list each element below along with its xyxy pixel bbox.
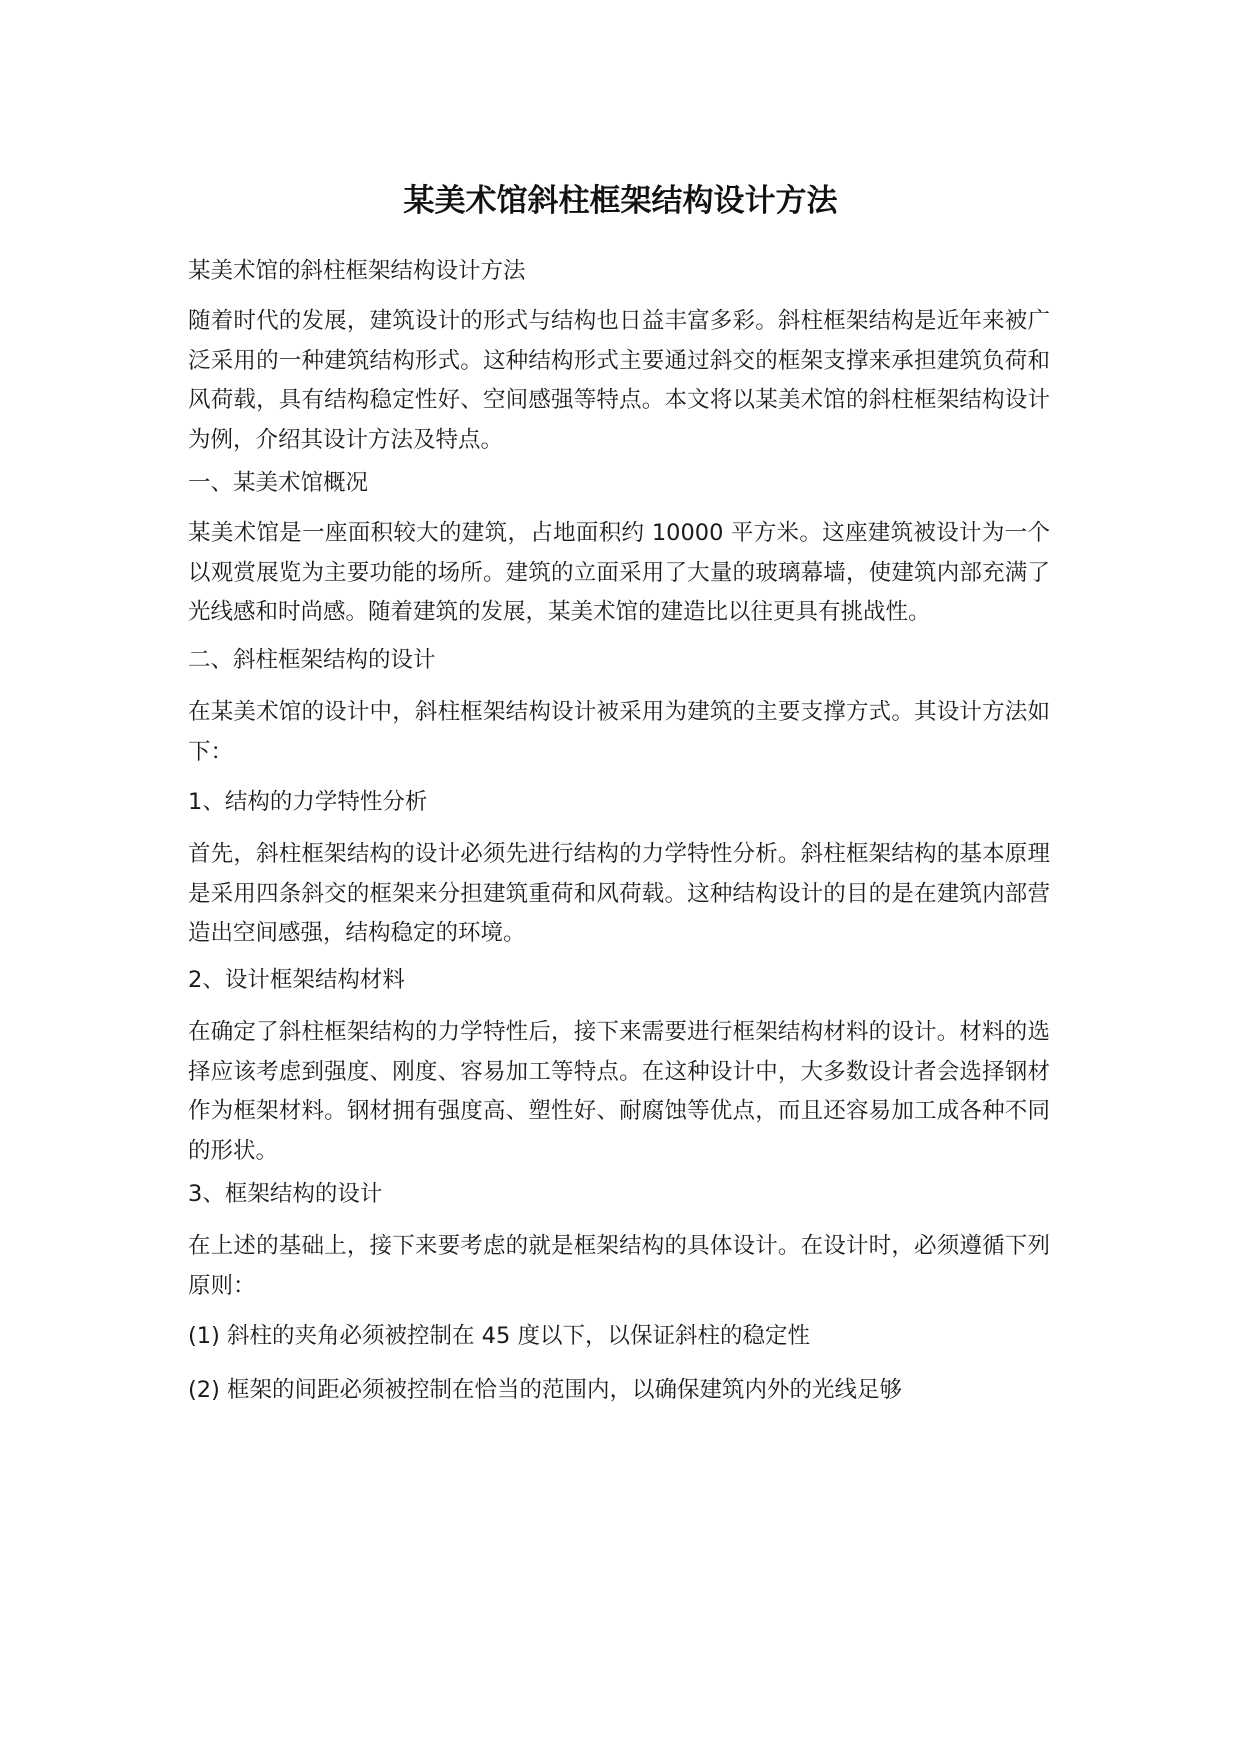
frame-paragraph: 在上述的基础上，接下来要考虑的就是框架结构的具体设计。在设计时，必须遵循下列原则： [188,1233,1050,1299]
subsection-heading-materials: 2、设计框架结构材料 [188,967,405,993]
subsection-heading-frame: 3、框架结构的设计 [188,1181,383,1207]
subtitle-paragraph: 某美术馆的斜柱框架结构设计方法 [188,258,526,284]
overview-paragraph: 某美术馆是一座面积较大的建筑，占地面积约 10000 平方米。这座建筑被设计为一个以观赏展览为主要功能的场所。建筑的立面采用了大量的玻璃幕墙，使建筑内部充满了光线感和时尚感。随着建筑的发展，某美术馆的建造比以往更具有挑战性。 [188,520,1050,625]
materials-paragraph: 在确定了斜柱框架结构的力学特性后，接下来需要进行框架结构材料的设计。材料的选择应该考虑到强度、刚度、容易加工等特点。在这种设计中，大多数设计者会选择钢材作为框架材料。钢材拥有强度高、塑性好、耐腐蚀等优点，而且还容易加工成各种不同的形状。 [188,1019,1050,1164]
principle-item-1: (1) 斜柱的夹角必须被控制在 45 度以下，以保证斜柱的稳定性 [188,1323,810,1349]
subsection-heading-mechanics: 1、结构的力学特性分析 [188,789,428,815]
section-heading-design: 二、斜柱框架结构的设计 [188,647,436,673]
principle-item-2: (2) 框架的间距必须被控制在恰当的范围内，以确保建筑内外的光线足够 [188,1377,903,1403]
document-title: 某美术馆斜柱框架结构设计方法 [403,183,838,219]
section-heading-overview: 一、某美术馆概况 [188,470,369,496]
design-intro-paragraph: 在某美术馆的设计中，斜柱框架结构设计被采用为建筑的主要支撑方式。其设计方法如下： [188,699,1050,765]
intro-paragraph: 随着时代的发展，建筑设计的形式与结构也日益丰富多彩。斜柱框架结构是近年来被广泛采用的一种建筑结构形式。这种结构形式主要通过斜交的框架支撑来承担建筑负荷和风荷载，具有结构稳定性好、空间感强等特点。本文将以某美术馆的斜柱框架结构设计为例，介绍其设计方法及特点。 [188,308,1050,453]
mechanics-paragraph: 首先，斜柱框架结构的设计必须先进行结构的力学特性分析。斜柱框架结构的基本原理是采用四条斜交的框架来分担建筑重荷和风荷载。这种结构设计的目的是在建筑内部营造出空间感强，结构稳定的环境。 [188,841,1050,946]
